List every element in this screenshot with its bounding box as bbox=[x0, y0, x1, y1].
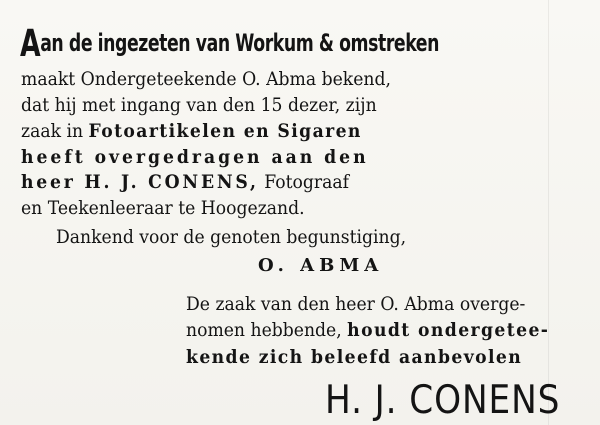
para2-line2 bbox=[186, 322, 549, 341]
para1-line3 bbox=[21, 123, 362, 142]
headline-text: an de ingezeten van Workum & omstreken bbox=[40, 29, 439, 57]
headline-initial: A bbox=[20, 22, 41, 65]
fold-crease bbox=[548, 0, 549, 425]
para1-line2: dat hij met ingang van den 15 dezer, zijn bbox=[21, 95, 377, 116]
para1-line1: maakt Ondergeteekende O. Abma bekend, bbox=[21, 69, 391, 90]
para1-line3-emphasis: Fotoartikelen en Sigaren bbox=[88, 121, 362, 142]
para1-line5-text: Fotograaf bbox=[258, 172, 349, 193]
para2-line1: De zaak van den heer O. Abma overge- bbox=[186, 294, 526, 315]
thanks-line: Dankend voor de genoten begunstiging, bbox=[56, 227, 407, 248]
headline bbox=[20, 20, 439, 65]
para1-line3-text: zaak in bbox=[21, 121, 89, 142]
signature-conens: H. J. CONENS bbox=[325, 378, 561, 423]
para2-line2-text: nomen hebbende, bbox=[186, 320, 348, 341]
para1-line6: en Teekenleeraar te Hoogezand. bbox=[21, 198, 305, 219]
para1-line5 bbox=[21, 174, 349, 193]
para2-line3: kende zich beleefd aanbevolen bbox=[186, 347, 523, 368]
para1-line5-emphasis: heer H. J. CONENS, bbox=[21, 172, 259, 193]
signature-abma: O. ABMA bbox=[258, 255, 384, 276]
para1-line4: heeft overgedragen aan den bbox=[21, 147, 369, 168]
para2-line2-emphasis: houdt ondergetee- bbox=[347, 320, 550, 341]
